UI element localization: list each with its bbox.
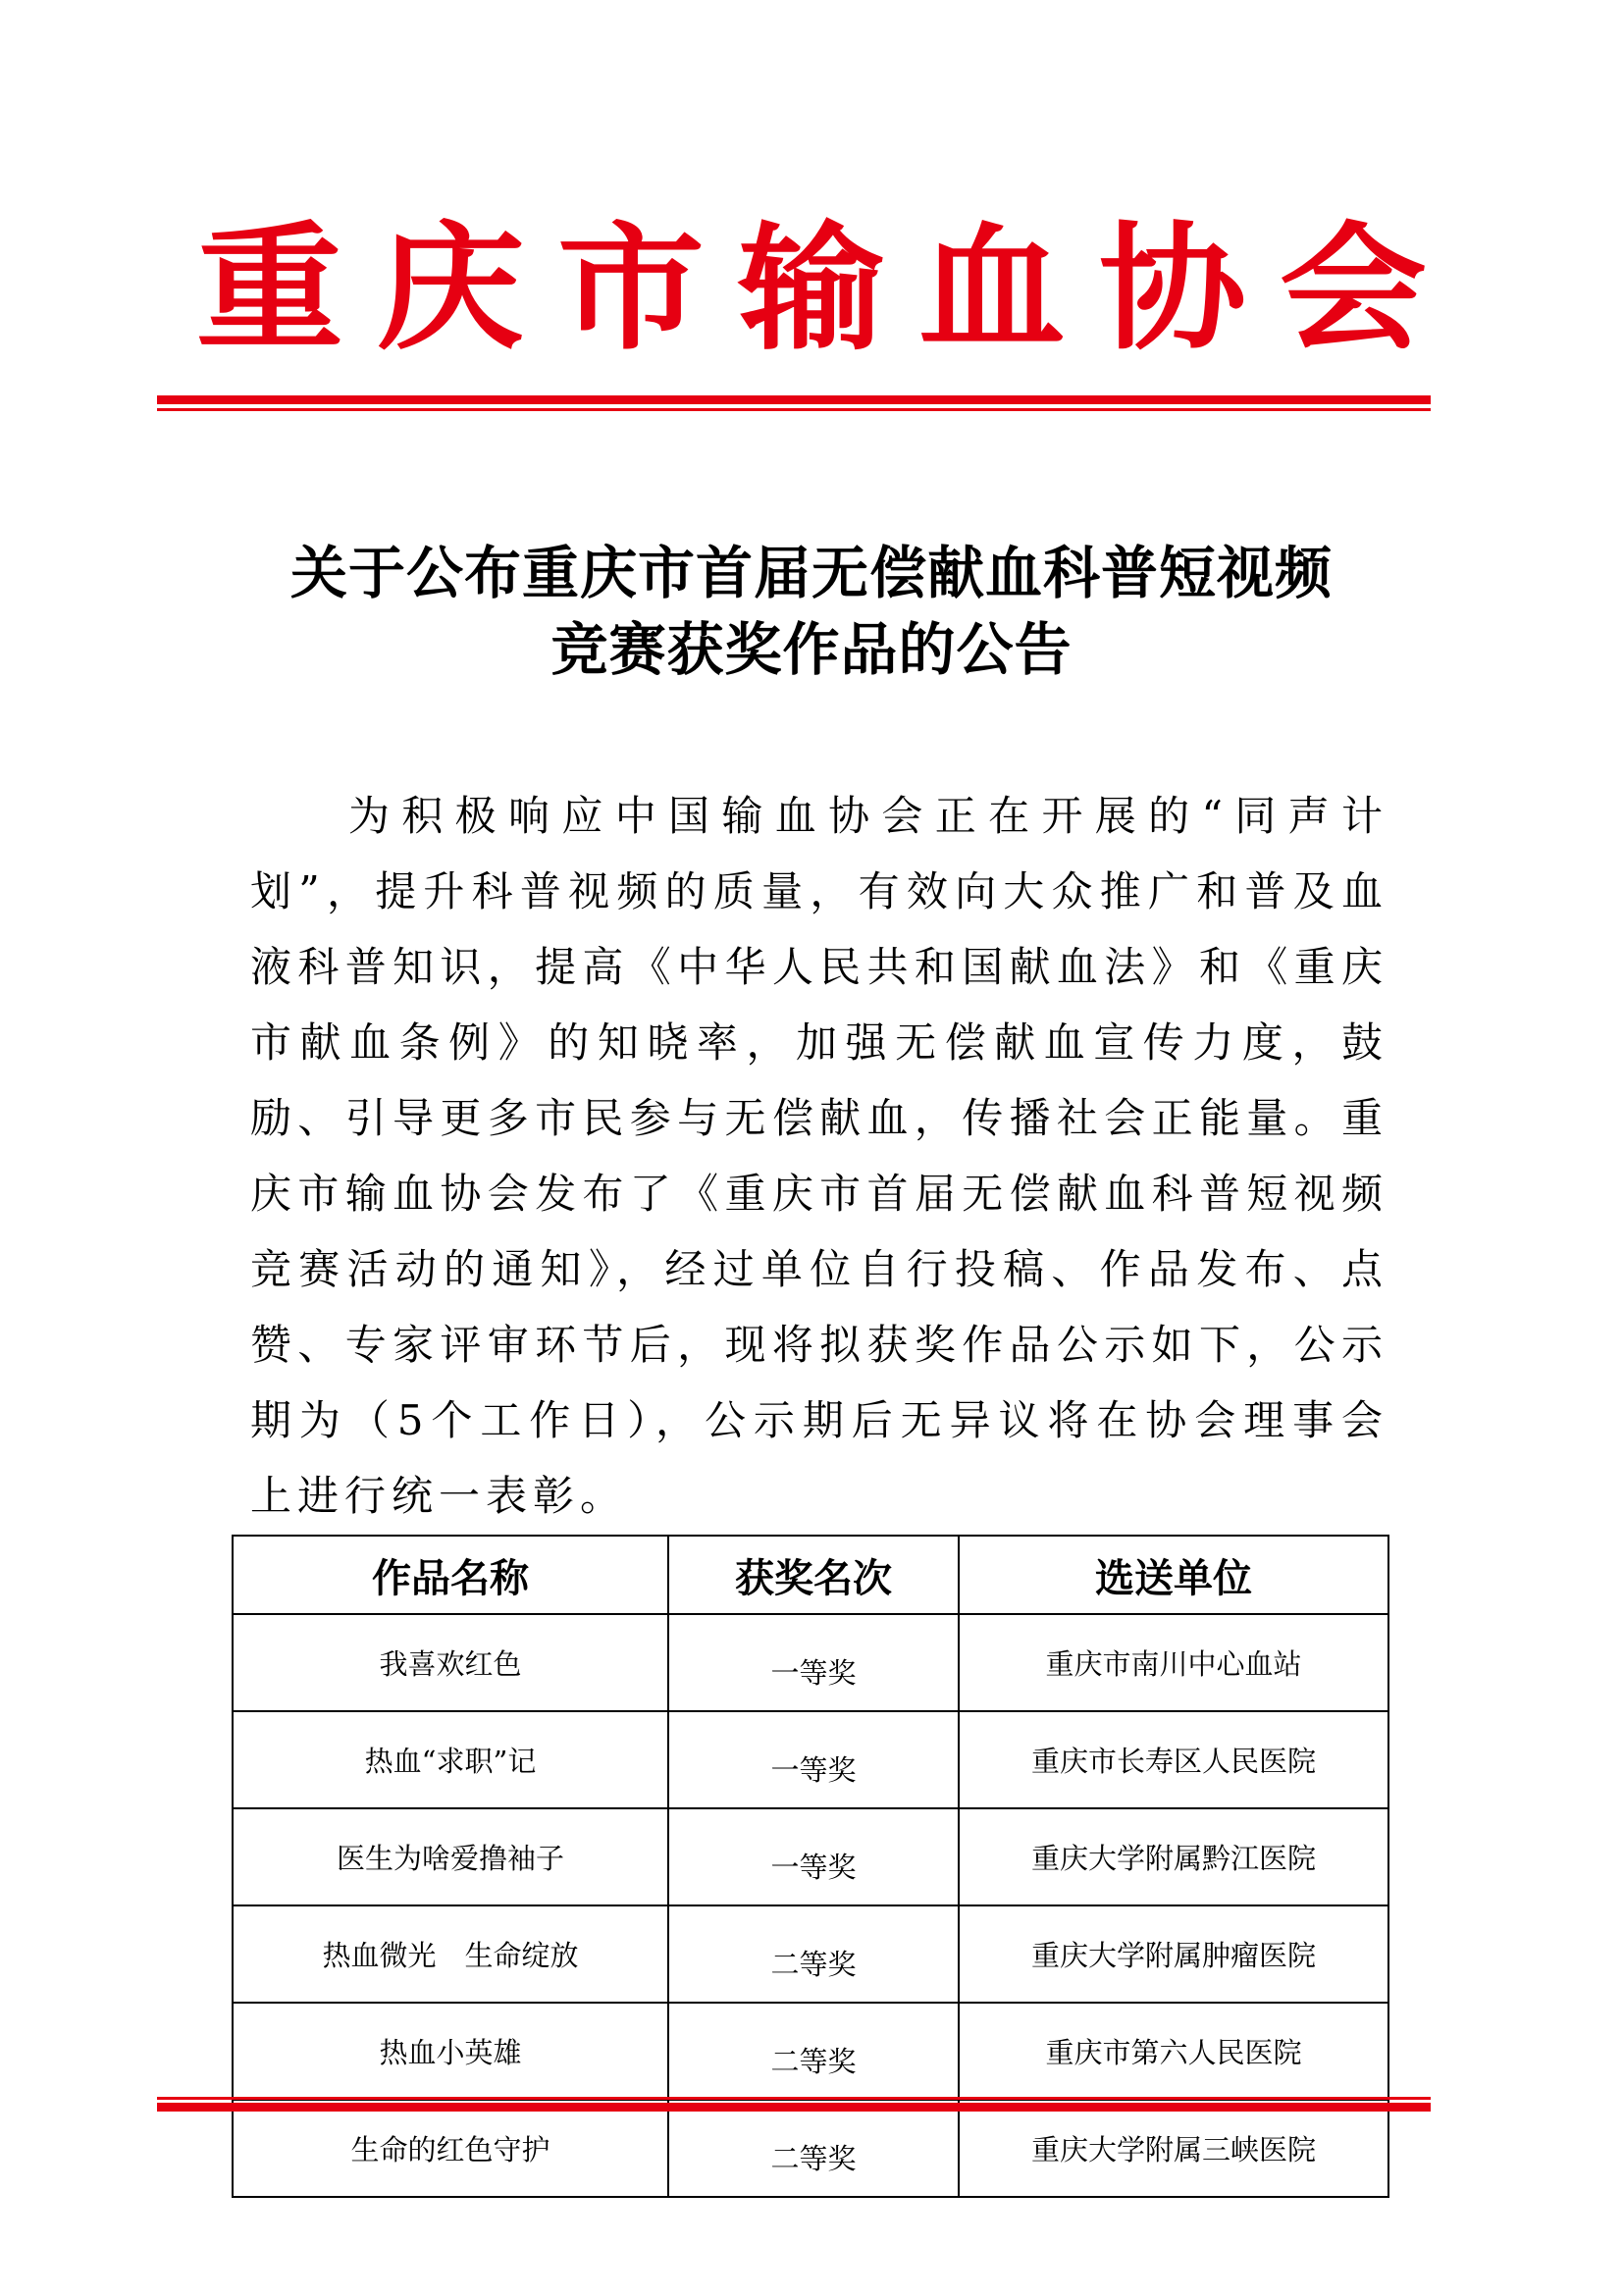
cell-work-name: 热血小英雄: [233, 2003, 668, 2100]
cell-submitting-unit: 重庆市第六人民医院: [959, 2003, 1388, 2100]
table-row: [233, 2100, 1388, 2197]
header-submitting-unit: 选送单位: [959, 1536, 1388, 1614]
cell-award-rank: 二等奖: [668, 1905, 959, 2003]
letterhead-divider-thick: [157, 395, 1431, 404]
letterhead-char: 重: [196, 210, 344, 369]
table-row: [233, 1905, 1388, 2003]
cell-work-name: 生命的红色守护: [233, 2100, 668, 2197]
cell-award-rank: 二等奖: [668, 2003, 959, 2100]
cell-submitting-unit: 重庆市长寿区人民医院: [959, 1711, 1388, 1808]
footer-divider-thin: [157, 2097, 1431, 2100]
header-work-name: 作品名称: [233, 1536, 668, 1614]
table-row: [233, 1711, 1388, 1808]
notice-body: [250, 778, 1388, 1534]
cell-submitting-unit: 重庆大学附属肿瘤医院: [959, 1905, 1388, 2003]
letterhead-char: 会: [1279, 210, 1427, 369]
table-row: [233, 1614, 1388, 1711]
cell-work-name: 我喜欢红色: [233, 1614, 668, 1711]
table-row: [233, 1808, 1388, 1905]
cell-work-name: 热血“求职”记: [233, 1711, 668, 1808]
cell-submitting-unit: 重庆市南川中心血站: [959, 1614, 1388, 1711]
letterhead-char: 血: [917, 210, 1066, 369]
table-header-row: [233, 1536, 1388, 1614]
letterhead-char: 协: [1098, 210, 1246, 369]
cell-award-rank: 二等奖: [668, 2100, 959, 2197]
table-row: [233, 2003, 1388, 2100]
notice-title-line2: 竞赛获奖作品的公告: [550, 616, 1073, 683]
cell-award-rank: 一等奖: [668, 1808, 959, 1905]
cell-award-rank: 一等奖: [668, 1614, 959, 1711]
header-award-rank: 获奖名次: [668, 1536, 959, 1614]
cell-submitting-unit: 重庆大学附属三峡医院: [959, 2100, 1388, 2197]
letterhead-char: 庆: [376, 210, 524, 369]
notice-title-line1: 关于公布重庆市首届无偿献血科普短视频: [289, 540, 1333, 606]
notice-paragraph: 为积极响应中国输血协会正在开展的“同声计划”，提升科普视频的质量，有效向大众推广和普及血液科普知识，提高《中华人民共和国献血法》和《重庆市献血条例》的知晓率，加强无偿献血宣传力度，鼓励、引导更多市民参与无偿献血，传播社会正能量。重庆市输血协会发布了《重庆市首届无偿献血科普短视频竞赛活动的通知》，经过单位自行投稿、作品发布、点赞、专家评审环节后，现将拟获奖作品公示如下，公示期为（5个工作日），公示期后无异议将在协会理事会上进行统一表彰。: [250, 792, 1388, 1520]
cell-work-name: 热血微光 生命绽放: [233, 1905, 668, 2003]
letterhead-char: 输: [737, 210, 885, 369]
letterhead-title: [196, 201, 1427, 378]
notice-title: [167, 535, 1456, 688]
cell-submitting-unit: 重庆大学附属黔江医院: [959, 1808, 1388, 1905]
letterhead-divider-thin: [157, 408, 1431, 411]
footer-divider-thick: [157, 2103, 1431, 2112]
letterhead-char: 市: [556, 210, 705, 369]
cell-award-rank: 一等奖: [668, 1711, 959, 1808]
cell-work-name: 医生为啥爱撸袖子: [233, 1808, 668, 1905]
